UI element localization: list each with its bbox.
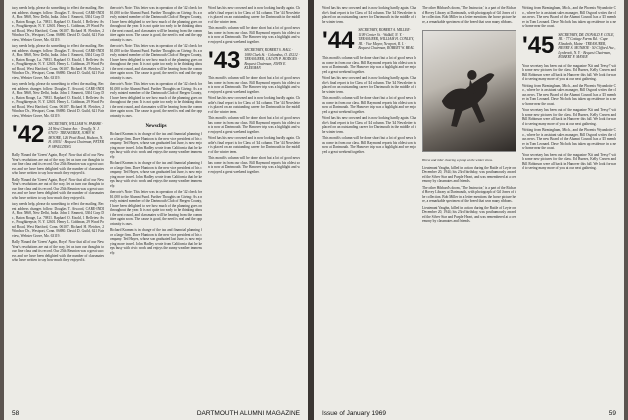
body-text: The other Hibbard's doom, 'The Instructor,' is a part of the Richard Hovey Library at Dartmouth, with photograph of Gil Jones of the collection. Bob Miller in a letter mentions the horse picture here, a remarkable specimen of the breed that won many ribbons.	[422, 185, 516, 204]
body-text: This month's column will be done short but a lot of good news has come in from our class. Bill Raymond reports his oldest son is now at Dartmouth. The Hanover trip was a highlight and we enjoyed a great weekend together.	[322, 96, 416, 114]
horse-jumping-photo	[422, 30, 516, 152]
footer-magazine-title: DARTMOUTH ALUMNI MAGAZINE	[196, 410, 300, 417]
body-text: Richard Kramm is in charge of the tax and financial planning for a large firm. Dave Huntoon is the new vice president of his company. Ted Hayes, whose son graduated last June, is now enjoying more travel. John Hadley wrote from California that he keeps busy with civic work and enjoys the sunny weather immensely.	[110, 228, 202, 255]
page-number-right: 59	[608, 410, 616, 417]
body-text: This month's column will be done short but a lot of good news has come in from our class. Bill Raymond reports his oldest son is now at Dartmouth. The Hanover trip was a highlight and we enjoyed a great weekend together.	[322, 136, 416, 154]
left-column-2	[110, 6, 202, 400]
body-text: Rally 'Round the 'Green' Again, Boys! Now that all of our New Year's resolutions are out of the way, let us turn our thoughts to our fine class and its record. Our 25th Reunion was a great success and we have been delighted with the number of classmates who have written to say how much they enjoyed it.	[12, 240, 104, 262]
right-column-3	[522, 6, 616, 400]
right-column-2	[422, 6, 516, 400]
class-header-44	[322, 28, 416, 52]
left-column-3	[208, 6, 300, 400]
body-text: Richard Kramm is in charge of the tax and financial planning for a large firm. Dave Huntoon is the new vice president of his company. Ted Hayes, whose son graduated last June, is now enjoying more travel. John Hadley wrote from California that he keeps busy with civic work and enjoys the sunny weather immensely.	[110, 161, 202, 188]
body-text: Word has his new crowned and is now looking hardly again. Charlie's final report is for Class of '44 column. The '44 Newsletter is placed on an outstanding career for Dartmouth in the middle of the winter term.	[322, 6, 416, 24]
body-text: Richard Kramm is in charge of the tax and financial planning for a large firm. Dave Huntoon is the new vice president of his company. Ted Hayes, whose son graduated last June, is now enjoying more travel. John Hadley wrote from California that he keeps busy with civic work and enjoys the sunny weather immensely.	[110, 132, 202, 159]
section-heading: Newsclips	[145, 124, 167, 129]
body-text: tacy needs help, please do something to effect the mailing. Recent address changes follow: Douglas T. Atwood, CARE-INDIA, Box 5868, New Delhi, India. John J. Emmett, 3304 Corp Dr., Baton Rouge, La. 70811. Raphael O. Eisold, 1 Bellview Ave., Poughkeepsie, N. Y. 12601. Henry L. Goldman, 29 Wood Pond Road, West Hartford, Conn. 06107. Richard H. Fletcher, 2 Windsor Dr., Westport, Conn. 06880. David D. Guild, 621 Fairview, Webster Grove, Mo. 63119.	[12, 202, 104, 238]
body-text: The other Hibbard's doom, 'The Instructor,' is a part of the Richard Hovey Library at Dartmouth, with photograph of Gil Jones of the collection. Bob Miller in a letter mentions the horse picture here, a remarkable specimen of the breed that won many ribbons.	[422, 6, 516, 24]
body-text: This month's column will be done short but a lot of good news has come in from our class. Bill Raymond reports his oldest son is now at Dartmouth. The Hanover trip was a highlight and we enjoyed a great weekend together.	[322, 56, 416, 74]
right-page-columns	[322, 6, 616, 400]
body-text: This month's column will be done short but a lot of good news has come in from our class. Bill Raymond reports his oldest son is now at Dartmouth. The Hanover trip was a highlight and we enjoyed a great weekend together.	[208, 116, 300, 134]
body-text: This month's column will be done short but a lot of good news has come in from our class. Bill Raymond reports his oldest son is now at Dartmouth. The Hanover trip was a highlight and we enjoyed a great weekend together.	[208, 26, 300, 44]
body-text: This month's column will be done short but a lot of good news has come in from our class. Bill Raymond reports his oldest son is now at Dartmouth. The Hanover trip was a highlight and we enjoyed a great weekend together.	[208, 76, 300, 94]
body-text: thercote's Note: This letter was in operation of the '42 check for $1,000 to the Alumni Fund. Further Thoughts on Giving: As a newly minted member of the Dartmouth Club of Bergen County, I have been delighted to see how much of the planning goes on throughout the year. It is not quite too early to be thinking about the next round, and classmates will be hearing from the committee again soon. The cause is good, the need is real and the opportunity is ours.	[110, 190, 202, 226]
right-page	[314, 0, 624, 420]
body-text: This month's column will be done short but a lot of good news has come in from our class. Bill Raymond reports his oldest son is now at Dartmouth. The Hanover trip was a highlight and we enjoyed a great weekend together.	[208, 156, 300, 174]
body-text: Your secretary has been out of the magazine 'Kit and Teesy!' with some new pictures for the class. Ed Burnes, Kelly Craven and Bill Robinson were all back in Hanover this fall. We look forward to seeing many more of you at our next gathering.	[522, 63, 616, 81]
body-text: Lieutenant Vaughn, killed in action during the Battle of Leyte on December 20, 1944; his 23rd birthday, was posthumously awarded the Silver Star and Purple Heart, and was remembered at a ceremony by classmates and friends.	[422, 205, 516, 224]
left-column-1	[12, 6, 104, 400]
body-text: Writing from Birmingham, Mich., and the Phoenix Wyandotte Co., where he is assistant sales manager, Bill Osgood writes the class news. The new Board of the Alumni Council has a '45 member in Tom Leonard. Dave Nichols has taken up residence in a new home near the coast.	[522, 6, 616, 28]
class-officers: SECRETARY, ROBERT S. HALL · 1080 Clark St. · Columbus, O. 43212 · TREASURER, CALVIN P. HODGES · Bequest Chairman, JOHN E. KLEEMAN	[244, 48, 300, 70]
body-text: Writing from Birmingham, Mich., and the Phoenix Wyandotte Co., where he is assistant sales manager, Bill Osgood writes the class news. The new Board of the Alumni Council has a '45 member in Tom Leonard. Dave Nichols has taken up residence in a new home near the coast.	[522, 83, 616, 106]
body-text: Word has his new crowned and is now looking hardly again. Charlie's final report is for Class of '44 column. The '44 Newsletter is placed on an outstanding career for Dartmouth in the middle of the winter term.	[208, 136, 300, 154]
footer-issue-date: Issue of January 1969	[322, 410, 386, 417]
body-text: thercote's Note: This letter was in operation of the '42 check for $1,000 to the Alumni Fund. Further Thoughts on Giving: As a newly minted member of the Dartmouth Club of Bergen County, I have been delighted to see how much of the planning goes on throughout the year. It is not quite too early to be thinking about the next round, and classmates will be hearing from the committee again soon. The cause is good, the need is real and the opportunity is ours.	[110, 82, 202, 118]
body-text: Word has his new crowned and is now looking hardly again. Charlie's final report is for Class of '44 column. The '44 Newsletter is placed on an outstanding career for Dartmouth in the middle of the winter term.	[208, 96, 300, 114]
class-year: '45	[522, 32, 555, 59]
class-officers: SECRETARY, WILLIAM W. PARSHE · 24 West Clinton Ave. · Tenafly, N. J. 07670 · TREASURER, JOHN W. MOORE, 126 Pratt Road, Hudson, N. H. 03051 · Bequest Chairman, PETER P. SPAULDING	[48, 122, 104, 149]
class-officers: SECRETARY, ROBERT A. MILLER · 1109 Center St. · Walkill, N. Y. · TREASURER, WILLIAM H. CONLEY, JR. · Vice Mayor, Newport, R. I. · Bequest Chairman, ROBERT W. BEAL	[358, 28, 415, 50]
body-text: thercote's Note: This letter was in operation of the '42 check for $1,000 to the Alumni Fund. Further Thoughts on Giving: As a newly minted member of the Dartmouth Club of Bergen County, I have been delighted to see how much of the planning goes on throughout the year. It is not quite too early to be thinking about the next round, and classmates will be hearing from the committee again soon. The cause is good, the need is real and the opportunity is ours.	[110, 44, 202, 80]
class-year: '43	[208, 48, 241, 72]
body-text: Your secretary has been out of the magazine 'Kit and Teesy!' with some new pictures for the class. Ed Burnes, Kelly Craven and Bill Robinson were all back in Hanover this fall. We look forward to seeing many more of you at our next gathering.	[522, 152, 616, 170]
class-header-42	[12, 122, 104, 149]
body-text: Your secretary has been out of the magazine 'Kit and Teesy!' with some new pictures for the class. Ed Burnes, Kelly Craven and Bill Robinson were all back in Hanover this fall. We look forward to seeing many more of you at our next gathering.	[522, 108, 616, 126]
horse-silhouette-icon	[423, 31, 516, 151]
body-text: Word has his new crowned and is now looking hardly again. Charlie's final report is for Class of '44 column. The '44 Newsletter is placed on an outstanding career for Dartmouth in the middle of the winter term.	[208, 6, 300, 24]
class-year: '42	[12, 122, 45, 148]
body-text: Word has his new crowned and is now looking hardly again. Charlie's final report is for Class of '44 column. The '44 Newsletter is placed on an outstanding career for Dartmouth in the middle of the winter term.	[322, 76, 416, 94]
body-text: Writing from Birmingham, Mich., and the Phoenix Wyandotte Co., where he is assistant sales manager, Bill Osgood writes the class news. The new Board of the Alumni Council has a '45 member in Tom Leonard. Dave Nichols has taken up residence in a new home near the coast.	[522, 128, 616, 150]
class-officers: SECRETARY, DR. DONALD F. COLE, JR. · 77 Cottage Farms Rd. · Cape Elizabeth, Maine · TREASURER, HENRY S. MUNROE · 50 Clifford Ave., Lynbrook, N. Y. · Bequest Chairman, ROBERT F. MAYER	[558, 32, 616, 59]
body-text: tacy needs help, please do something to effect the mailing. Recent address changes follow: Douglas T. Atwood, CARE-INDIA, Box 5868, New Delhi, India. John J. Emmett, 3304 Corp Dr., Baton Rouge, La. 70811. Raphael O. Eisold, 1 Bellview Ave., Poughkeepsie, N. Y. 12601. Henry L. Goldman, 29 Wood Pond Road, West Hartford, Conn. 06107. Richard H. Fletcher, 2 Windsor Dr., Westport, Conn. 06880. David D. Guild, 621 Fairview, Webster Grove, Mo. 63119.	[12, 6, 104, 42]
left-page-columns	[12, 6, 300, 400]
right-column-1	[322, 6, 416, 400]
body-text: tacy needs help, please do something to effect the mailing. Recent address changes follow: Douglas T. Atwood, CARE-INDIA, Box 5868, New Delhi, India. John J. Emmett, 3304 Corp Dr., Baton Rouge, La. 70811. Raphael O. Eisold, 1 Bellview Ave., Poughkeepsie, N. Y. 12601. Henry L. Goldman, 29 Wood Pond Road, West Hartford, Conn. 06107. Richard H. Fletcher, 2 Windsor Dr., Westport, Conn. 06880. David D. Guild, 621 Fairview, Webster Grove, Mo. 63119.	[12, 44, 104, 80]
class-year: '44	[322, 28, 355, 52]
body-text: Lieutenant Vaughn, killed in action during the Battle of Leyte on December 20, 1944; his 23rd birthday, was posthumously awarded the Silver Star and Purple Heart, and was remembered at a ceremony by classmates and friends.	[422, 165, 516, 184]
class-header-43	[208, 48, 300, 72]
left-page	[4, 0, 308, 420]
body-text: thercote's Note: This letter was in operation of the '42 check for $1,000 to the Alumni Fund. Further Thoughts on Giving: As a newly minted member of the Dartmouth Club of Bergen County, I have been delighted to see how much of the planning goes on throughout the year. It is not quite too early to be thinking about the next round, and classmates will be hearing from the committee again soon. The cause is good, the need is real and the opportunity is ours.	[110, 6, 202, 42]
body-text: Rally 'Round the 'Green' Again, Boys! Now that all of our New Year's resolutions are out of the way, let us turn our thoughts to our fine class and its record. Our 25th Reunion was a great success and we have been delighted with the number of classmates who have written to say how much they enjoyed it.	[12, 177, 104, 200]
photo-caption: Horse and rider clearing a jump at the winter show.	[422, 158, 493, 162]
page-number-left: 58	[12, 410, 20, 417]
body-text: tacy needs help, please do something to effect the mailing. Recent address changes follow: Douglas T. Atwood, CARE-INDIA, Box 5868, New Delhi, India. John J. Emmett, 3304 Corp Dr., Baton Rouge, La. 70811. Raphael O. Eisold, 1 Bellview Ave., Poughkeepsie, N. Y. 12601. Henry L. Goldman, 29 Wood Pond Road, West Hartford, Conn. 06107. Richard H. Fletcher, 2 Windsor Dr., Westport, Conn. 06880. David D. Guild, 621 Fairview, Webster Grove, Mo. 63119.	[12, 82, 104, 118]
body-text: Rally 'Round the 'Green' Again, Boys! Now that all of our New Year's resolutions are out of the way, let us turn our thoughts to our fine class and its record. Our 25th Reunion was a great success and we have been delighted with the number of classmates who have written to say how much they enjoyed it.	[12, 153, 104, 175]
body-text: Word has his new crowned and is now looking hardly again. Charlie's final report is for Class of '44 column. The '44 Newsletter is placed on an outstanding career for Dartmouth in the middle of the winter term.	[322, 116, 416, 134]
class-header-45	[522, 33, 616, 60]
